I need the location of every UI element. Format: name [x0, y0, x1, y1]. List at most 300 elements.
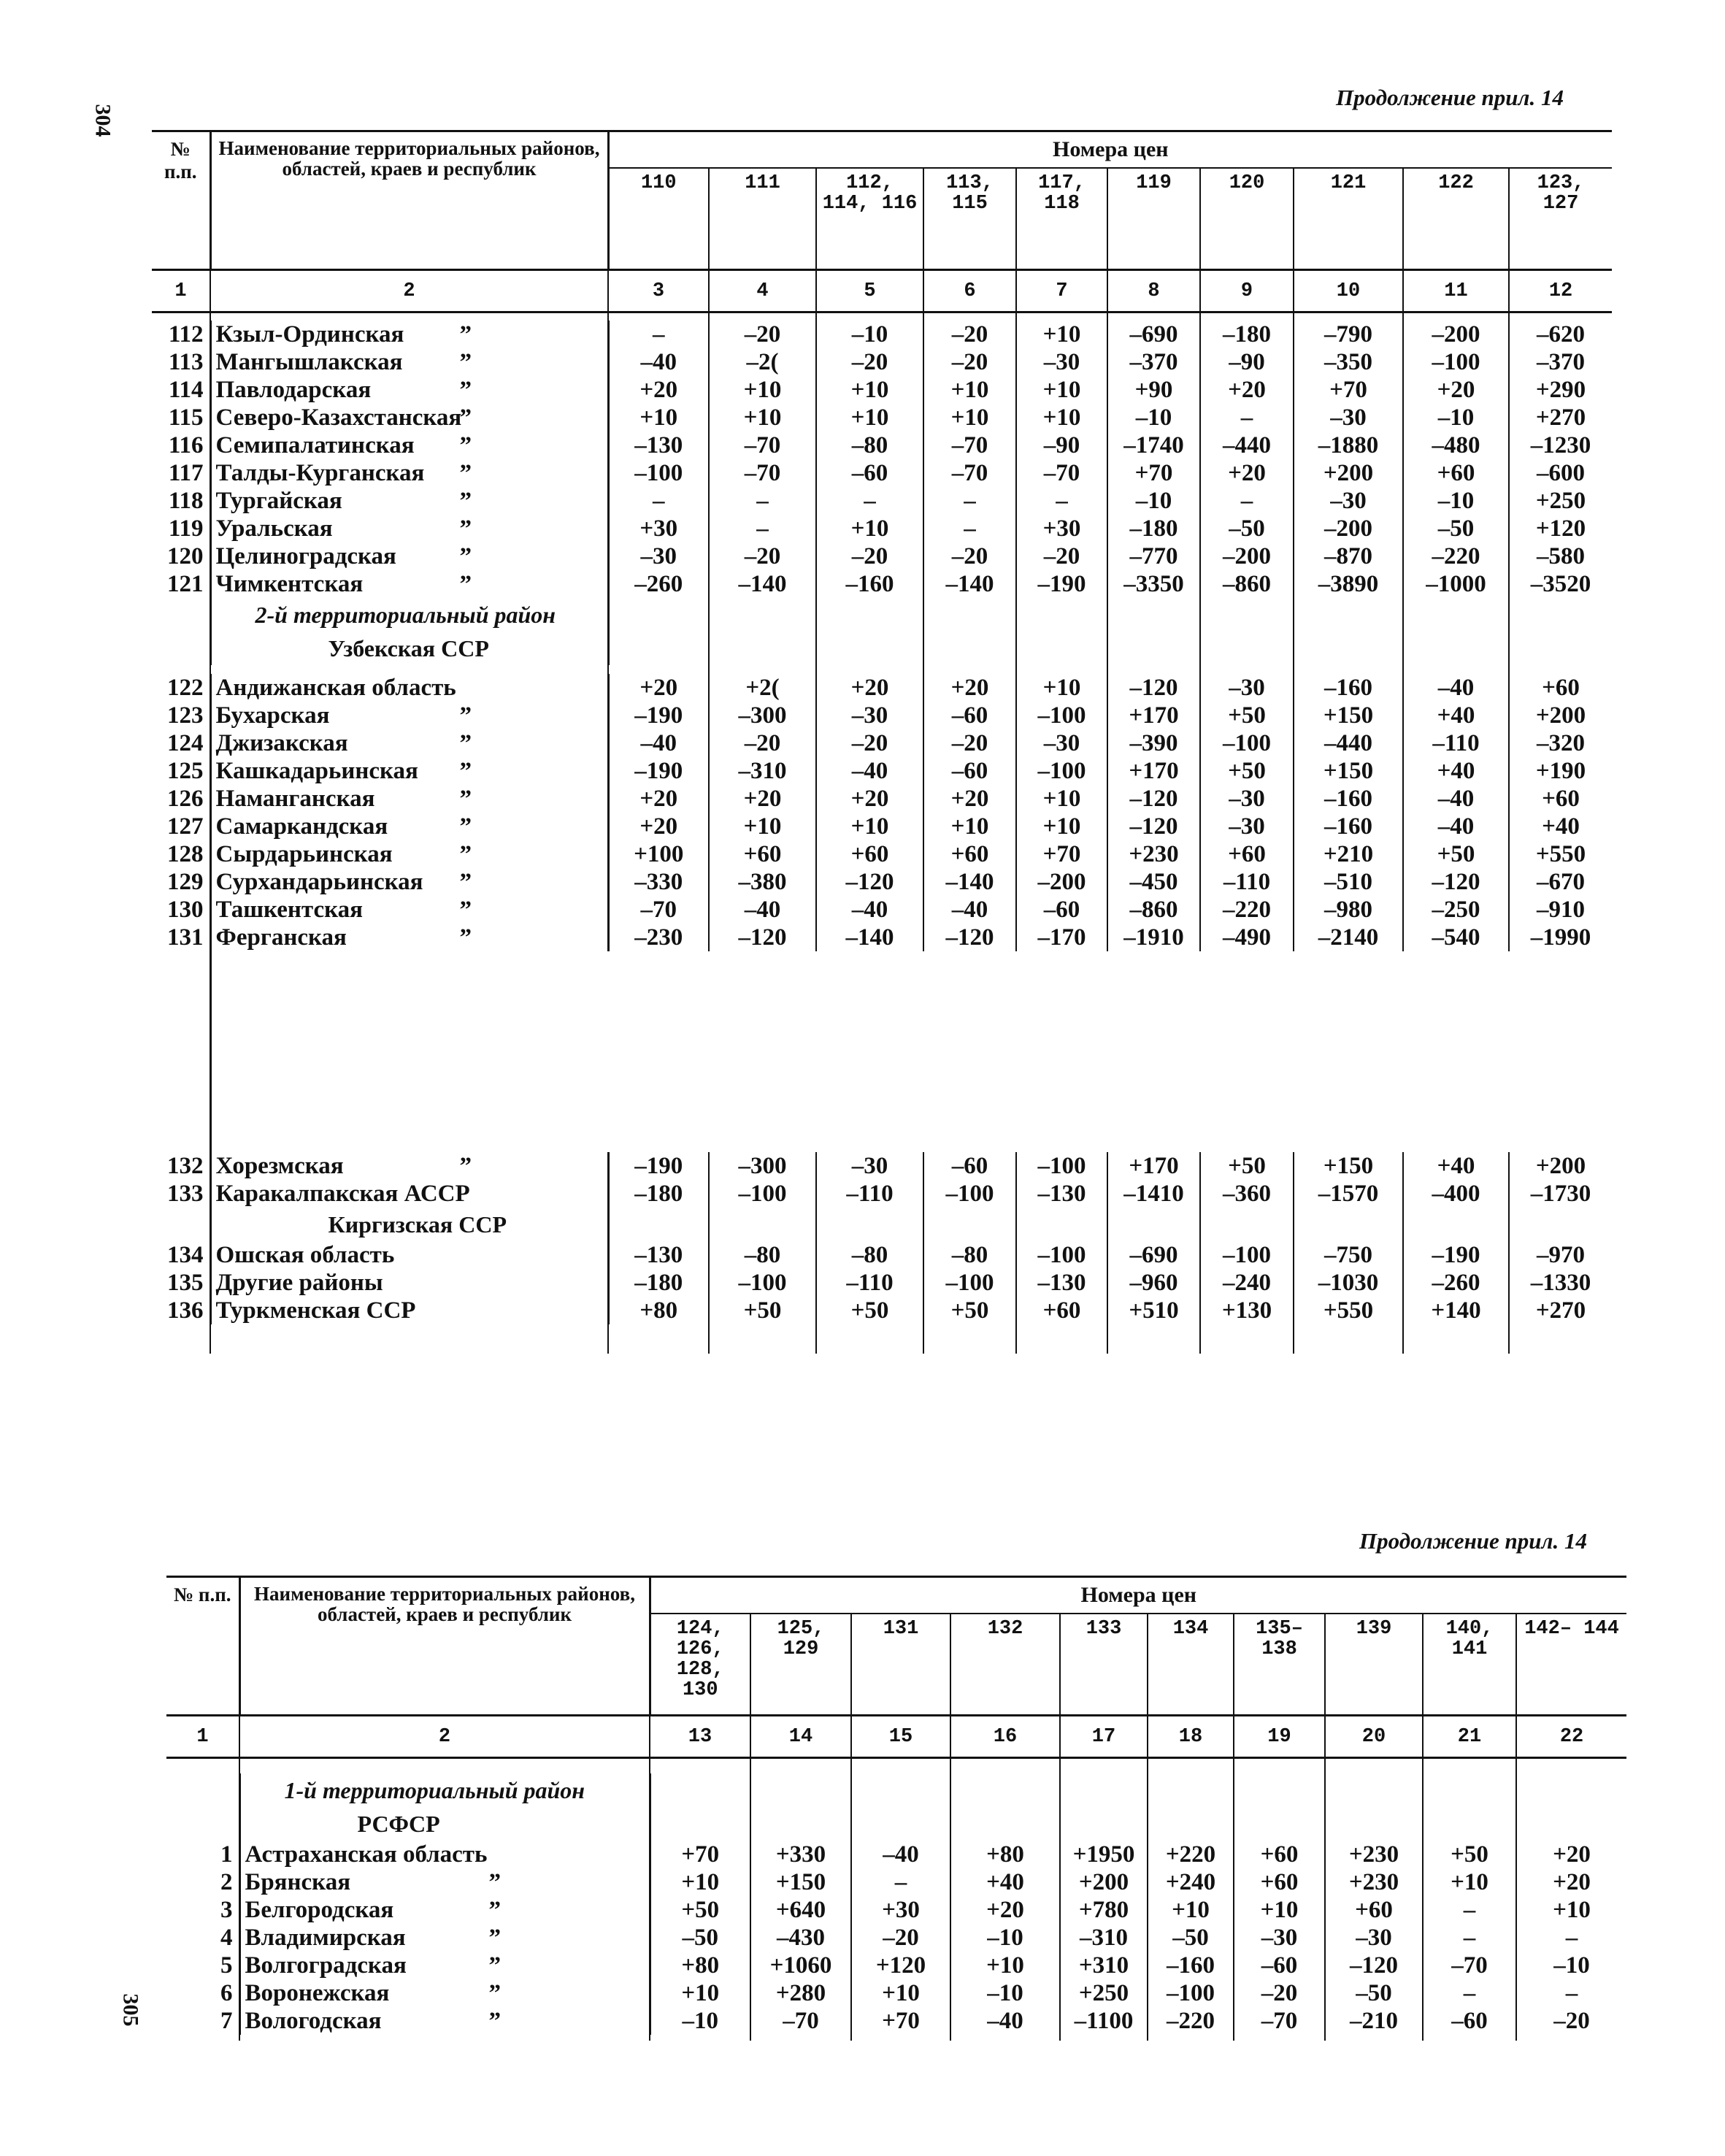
price-value: +10 [709, 404, 816, 431]
table-row [152, 813, 1612, 840]
row-number: 130 [152, 896, 210, 924]
price-value: –100 [923, 1269, 1016, 1297]
price-value: +50 [1200, 757, 1294, 785]
column-number: 7 [1016, 270, 1107, 312]
region-name-cell [210, 1297, 608, 1324]
region-name-cell [210, 868, 608, 896]
row-number: 135 [152, 1269, 210, 1297]
price-col-header: 139 [1325, 1614, 1423, 1716]
row-number: 112 [152, 321, 210, 348]
price-value: +10 [1016, 321, 1107, 348]
region-name: Мангышлакская [215, 349, 403, 375]
price-value: –970 [1537, 1242, 1586, 1268]
column-number: 17 [1060, 1716, 1148, 1758]
region-name: Джизакская [215, 730, 348, 756]
price-value: –40 [816, 757, 923, 785]
price-value: –320 [1537, 730, 1586, 756]
price-value: +170 [1107, 702, 1200, 729]
column-number-row [152, 270, 1612, 312]
price-value: +20 [950, 1896, 1060, 1924]
price-value: –100 [1016, 1241, 1107, 1269]
price-value: +10 [816, 376, 923, 404]
price-value: +10 [650, 1868, 750, 1896]
price-value: +150 [1294, 1152, 1403, 1180]
price-table-top [152, 130, 1612, 1354]
price-value: – [1565, 1925, 1578, 1951]
price-value: –160 [1148, 1952, 1234, 1979]
region-name: Хорезмская [215, 1153, 344, 1179]
header-prices: Номера цен [650, 1577, 1626, 1614]
price-value: +120 [851, 1952, 950, 1979]
price-value: –980 [1294, 896, 1403, 924]
price-value: –20 [816, 542, 923, 570]
table-row [152, 674, 1612, 702]
price-value: +60 [1542, 786, 1580, 812]
price-value: – [923, 487, 1016, 515]
ditto-mark: ” [459, 758, 472, 784]
price-value: –1330 [1530, 1270, 1591, 1296]
row-number: 122 [152, 674, 210, 702]
price-value: +40 [1403, 1152, 1509, 1180]
price-value: –50 [1200, 515, 1294, 542]
price-value: –70 [750, 2007, 851, 2035]
column-number: 5 [816, 270, 923, 312]
price-value: –670 [1537, 869, 1586, 895]
price-value: +50 [1200, 702, 1294, 729]
price-value: +20 [923, 785, 1016, 813]
region-name-cell [210, 376, 608, 404]
region-name-cell [210, 813, 608, 840]
price-value: +50 [1200, 1152, 1294, 1180]
price-col-header: 121 [1294, 168, 1403, 270]
column-number: 8 [1107, 270, 1200, 312]
price-value: +70 [650, 1841, 750, 1868]
spacer-row [166, 1758, 1626, 1774]
price-value: –510 [1294, 868, 1403, 896]
price-value: –1990 [1530, 924, 1591, 951]
price-value: +60 [923, 840, 1016, 868]
price-value: –40 [950, 2007, 1060, 2035]
price-value: –170 [1016, 924, 1107, 951]
price-value: –3520 [1530, 571, 1591, 597]
price-value: +70 [1294, 376, 1403, 404]
price-value: +10 [816, 813, 923, 840]
price-value: –120 [1107, 785, 1200, 813]
price-value: +10 [1016, 376, 1107, 404]
price-value: +60 [1325, 1896, 1423, 1924]
row-number: 117 [152, 459, 210, 487]
price-value: +20 [608, 813, 709, 840]
table-row [152, 1241, 1612, 1269]
price-value: +30 [851, 1896, 950, 1924]
row-number: 114 [152, 376, 210, 404]
region-name: Ташкентская [215, 897, 364, 923]
section-row [152, 598, 1612, 632]
price-value: –130 [608, 431, 709, 459]
ditto-mark: ” [459, 786, 472, 812]
header-name: Наименование территориальных районов, областей, краев и республик [210, 131, 608, 270]
row-number: 123 [152, 702, 210, 729]
region-name: Кашкадарьинская [215, 758, 418, 784]
price-value: –30 [1200, 674, 1294, 702]
column-number-row [166, 1716, 1626, 1758]
price-value: –60 [1016, 896, 1107, 924]
region-name-cell [210, 785, 608, 813]
price-value: –50 [1325, 1979, 1423, 2007]
price-value: –20 [816, 729, 923, 757]
price-value: –3890 [1294, 570, 1403, 598]
table-row [152, 321, 1612, 348]
price-value: +60 [1234, 1841, 1325, 1868]
price-value: +10 [608, 404, 709, 431]
price-value: –160 [1294, 674, 1403, 702]
price-value: –70 [709, 431, 816, 459]
ditto-mark: ” [459, 460, 472, 486]
price-value: –1730 [1530, 1181, 1591, 1207]
price-value: –870 [1294, 542, 1403, 570]
price-value: –120 [709, 924, 816, 951]
price-value: –310 [709, 757, 816, 785]
price-value: +20 [608, 785, 709, 813]
price-value: –1880 [1294, 431, 1403, 459]
region-name: Астраханская область [245, 1841, 488, 1868]
price-value: –260 [1403, 1269, 1509, 1297]
table-row [152, 729, 1612, 757]
table-row [166, 1896, 1626, 1924]
price-value: –130 [1016, 1269, 1107, 1297]
price-value: –1910 [1107, 924, 1200, 951]
column-number: 4 [709, 270, 816, 312]
region-name-cell [210, 1180, 608, 1208]
region-name-cell [210, 924, 608, 951]
section-heading: Узбекская ССР [210, 632, 608, 665]
ditto-mark: ” [459, 404, 472, 431]
ditto-mark: ” [459, 924, 472, 951]
row-number: 131 [152, 924, 210, 951]
price-value: +20 [1403, 376, 1509, 404]
price-value: –20 [923, 321, 1016, 348]
row-number: 5 [166, 1952, 239, 1979]
price-value: –600 [1537, 460, 1586, 486]
region-name-cell [239, 1952, 650, 1979]
price-value: +70 [1016, 840, 1107, 868]
row-number: 133 [152, 1180, 210, 1208]
row-number: 120 [152, 542, 210, 570]
header-row [166, 1577, 1626, 1614]
ditto-mark: ” [459, 543, 472, 569]
price-value: –230 [608, 924, 709, 951]
price-value: –10 [1107, 404, 1200, 431]
price-value: +10 [816, 515, 923, 542]
price-value: +10 [650, 1979, 750, 2007]
region-name: Уральская [215, 515, 333, 542]
price-value: +330 [750, 1841, 851, 1868]
column-number: 20 [1325, 1716, 1423, 1758]
price-value: –80 [816, 1241, 923, 1269]
price-value: – [1423, 1979, 1516, 2007]
price-value: +290 [1535, 377, 1586, 403]
price-value: +60 [1016, 1297, 1107, 1324]
price-value: –330 [608, 868, 709, 896]
price-value: –1410 [1107, 1180, 1200, 1208]
region-name-cell [239, 1868, 650, 1896]
price-value: +10 [1148, 1896, 1234, 1924]
price-value: –1030 [1294, 1269, 1403, 1297]
price-value: –180 [1200, 321, 1294, 348]
price-value: –20 [923, 729, 1016, 757]
price-value: –300 [709, 1152, 816, 1180]
price-value: +20 [816, 785, 923, 813]
price-value: –120 [923, 924, 1016, 951]
price-value: +20 [923, 674, 1016, 702]
price-value: +550 [1294, 1297, 1403, 1324]
page-number-left: 304 [91, 104, 115, 137]
price-value: –90 [1200, 348, 1294, 376]
price-value: –70 [923, 431, 1016, 459]
price-value: –100 [1148, 1979, 1234, 2007]
price-value: –60 [1234, 1952, 1325, 1979]
ditto-mark: ” [459, 702, 472, 729]
price-value: – [1016, 487, 1107, 515]
price-value: –220 [1403, 542, 1509, 570]
header-name: Наименование территориальных районов, областей, краев и республик [239, 1577, 650, 1716]
ditto-mark: ” [459, 841, 472, 867]
column-number: 11 [1403, 270, 1509, 312]
price-value: –20 [816, 348, 923, 376]
table-row [152, 570, 1612, 598]
ditto-mark: ” [459, 571, 472, 597]
ditto-mark: ” [459, 869, 472, 895]
row-number: 127 [152, 813, 210, 840]
region-name: Брянская [245, 1869, 351, 1895]
price-value: –1740 [1107, 431, 1200, 459]
ditto-mark: ” [488, 1980, 501, 2006]
price-value: +10 [1423, 1868, 1516, 1896]
price-value: –350 [1294, 348, 1403, 376]
price-value: – [923, 515, 1016, 542]
price-value: –310 [1060, 1924, 1148, 1952]
ditto-mark: ” [488, 1869, 501, 1895]
price-value: –50 [650, 1924, 750, 1952]
ditto-mark: ” [459, 377, 472, 403]
header-row [152, 131, 1612, 168]
page-number-right: 305 [118, 1993, 143, 2027]
price-value: –400 [1403, 1180, 1509, 1208]
table-row [152, 924, 1612, 951]
price-value: +40 [1542, 813, 1580, 840]
price-value: –120 [1107, 674, 1200, 702]
price-value: –110 [1200, 868, 1294, 896]
row-number: 119 [152, 515, 210, 542]
price-value: –10 [1107, 487, 1200, 515]
price-value: +640 [750, 1896, 851, 1924]
region-name: Ферганская [215, 924, 347, 951]
price-value: –750 [1294, 1241, 1403, 1269]
price-value: –10 [1553, 1952, 1590, 1979]
price-value: –100 [1016, 702, 1107, 729]
price-value: –770 [1107, 542, 1200, 570]
price-value: +20 [1200, 459, 1294, 487]
price-value: –40 [709, 896, 816, 924]
price-value: +60 [1403, 459, 1509, 487]
price-value: –100 [709, 1180, 816, 1208]
price-value: –790 [1294, 321, 1403, 348]
price-value: +60 [1200, 840, 1294, 868]
price-value: –380 [709, 868, 816, 896]
row-number: 113 [152, 348, 210, 376]
row-number: 126 [152, 785, 210, 813]
price-value: –50 [1148, 1924, 1234, 1952]
price-value: +1060 [750, 1952, 851, 1979]
price-value: –90 [1016, 431, 1107, 459]
price-value: +10 [1016, 785, 1107, 813]
price-value: +10 [1016, 674, 1107, 702]
price-value: +60 [1234, 1868, 1325, 1896]
price-value: –960 [1107, 1269, 1200, 1297]
region-name: Целиноградская [215, 543, 396, 569]
price-value: –60 [816, 459, 923, 487]
price-value: –10 [950, 1924, 1060, 1952]
region-name-cell [210, 729, 608, 757]
region-name: Воронежская [245, 1980, 390, 2006]
table-row [152, 515, 1612, 542]
price-value: –110 [816, 1269, 923, 1297]
section-row [152, 1208, 1612, 1241]
price-value: –10 [650, 2007, 750, 2035]
price-value: +150 [1294, 702, 1403, 729]
column-number: 19 [1234, 1716, 1325, 1758]
table-row [152, 542, 1612, 570]
price-value: +130 [1200, 1297, 1294, 1324]
price-value: –20 [1553, 2008, 1590, 2034]
price-value: –360 [1200, 1180, 1294, 1208]
price-value: –20 [709, 729, 816, 757]
table-row [152, 702, 1612, 729]
price-value: +60 [816, 840, 923, 868]
table-row [166, 1952, 1626, 1979]
region-name-cell [239, 1896, 650, 1924]
price-value: +10 [950, 1952, 1060, 1979]
price-value: –40 [851, 1841, 950, 1868]
table-row [152, 459, 1612, 487]
price-col-header: 135– 138 [1234, 1614, 1325, 1716]
price-value: –1000 [1403, 570, 1509, 598]
price-value: –200 [1294, 515, 1403, 542]
price-value: –10 [1403, 487, 1509, 515]
price-value: –40 [1403, 674, 1509, 702]
row-number: 134 [152, 1241, 210, 1269]
row-number: 132 [152, 1152, 210, 1180]
price-value: –20 [709, 321, 816, 348]
price-col-header: 113, 115 [923, 168, 1016, 270]
column-number: 12 [1509, 270, 1612, 312]
price-value: +250 [1535, 488, 1586, 514]
table-row [152, 1269, 1612, 1297]
row-number: 129 [152, 868, 210, 896]
price-value: +170 [1107, 1152, 1200, 1180]
region-name: Волгоградская [245, 1952, 407, 1979]
region-name-cell [210, 570, 608, 598]
price-value: –80 [709, 1241, 816, 1269]
ditto-mark: ” [488, 1897, 501, 1923]
region-name: Кзыл-Ординская [215, 321, 404, 348]
price-value: +50 [709, 1297, 816, 1324]
region-name-cell [210, 459, 608, 487]
table-row [152, 1152, 1612, 1180]
price-table-bottom [166, 1576, 1626, 2041]
price-value: +40 [1403, 757, 1509, 785]
table-row [152, 868, 1612, 896]
price-value: –30 [1294, 487, 1403, 515]
section-row [166, 1773, 1626, 1807]
region-name: Чимкентская [215, 571, 364, 597]
price-value: +50 [1423, 1841, 1516, 1868]
table-row [152, 376, 1612, 404]
price-value: –250 [1403, 896, 1509, 924]
price-value: –20 [709, 542, 816, 570]
price-value: – [1200, 487, 1294, 515]
price-value: –220 [1200, 896, 1294, 924]
price-value: –40 [608, 348, 709, 376]
price-value: +50 [816, 1297, 923, 1324]
price-value: –180 [608, 1269, 709, 1297]
price-value: –130 [1016, 1180, 1107, 1208]
price-value: –220 [1148, 2007, 1234, 2035]
price-value: –190 [1016, 570, 1107, 598]
price-value: –260 [608, 570, 709, 598]
price-value: +20 [608, 376, 709, 404]
ditto-mark: ” [459, 813, 472, 840]
price-value: –490 [1200, 924, 1294, 951]
column-number: 21 [1423, 1716, 1516, 1758]
price-value: +310 [1060, 1952, 1148, 1979]
price-col-header: 140, 141 [1423, 1614, 1516, 1716]
price-value: +220 [1148, 1841, 1234, 1868]
price-value: –100 [1200, 1241, 1294, 1269]
region-name-cell [210, 321, 608, 348]
price-value: –1570 [1294, 1180, 1403, 1208]
column-number: 2 [210, 270, 608, 312]
price-value: –140 [709, 570, 816, 598]
column-number: 13 [650, 1716, 750, 1758]
table-row [166, 2007, 1626, 2035]
region-name: Северо-Казахстанская [215, 404, 462, 431]
row-number: 1 [166, 1841, 239, 1868]
ditto-mark: ” [459, 432, 472, 459]
section-heading: РСФСР [239, 1807, 650, 1841]
row-number: 125 [152, 757, 210, 785]
region-name-cell [239, 1979, 650, 2007]
price-value: – [816, 487, 923, 515]
price-value: –120 [816, 868, 923, 896]
price-value: –160 [1294, 785, 1403, 813]
price-value: –430 [750, 1924, 851, 1952]
region-name: Самаркандская [215, 813, 388, 840]
price-value: – [1565, 1980, 1578, 2006]
price-value: +10 [1234, 1896, 1325, 1924]
region-name-cell [210, 840, 608, 868]
row-number: 115 [152, 404, 210, 431]
price-value: –300 [709, 702, 816, 729]
price-value: –160 [1294, 813, 1403, 840]
price-value: +10 [851, 1979, 950, 2007]
price-col-header: 133 [1060, 1614, 1148, 1716]
section-heading: Киргизская ССР [210, 1208, 608, 1241]
price-value: –60 [923, 757, 1016, 785]
price-value: –1230 [1530, 432, 1591, 459]
price-col-header: 120 [1200, 168, 1294, 270]
price-value: –10 [1403, 404, 1509, 431]
